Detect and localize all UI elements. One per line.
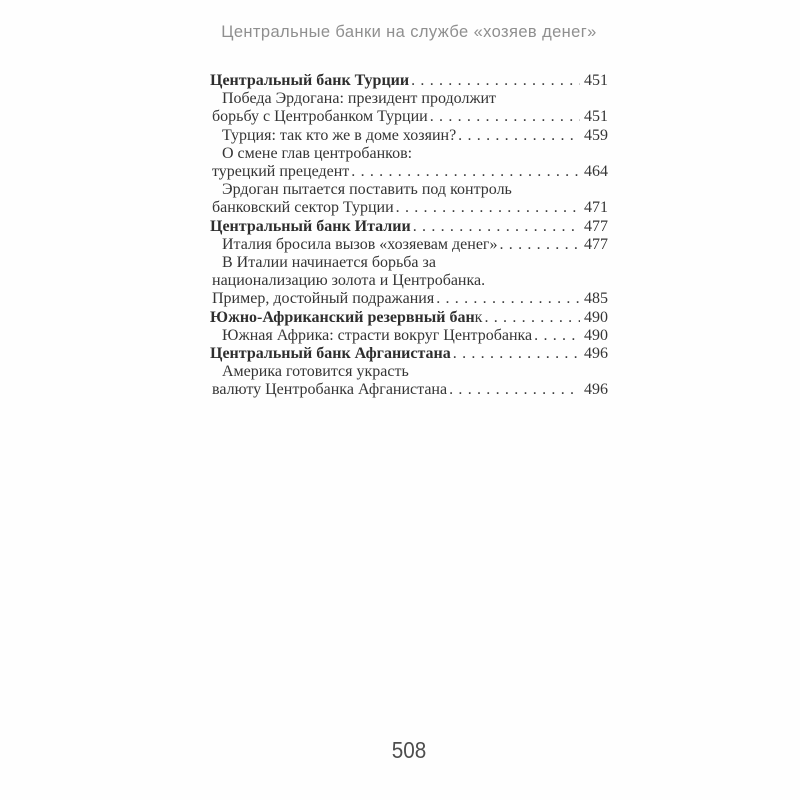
toc-entry-title: Пример, достойный подражания <box>212 290 435 308</box>
toc-entry-line <box>210 272 608 290</box>
dot-leader <box>453 345 580 363</box>
toc-entry-title: Италия бросила вызов «хозяевам денег» <box>222 235 498 253</box>
toc-entry-line <box>210 145 608 163</box>
dot-leader <box>396 199 580 217</box>
toc-section-heading <box>210 72 608 90</box>
dot-leader <box>534 327 580 345</box>
toc-entry-line <box>210 163 608 181</box>
toc-entry-title: Южная Африка: страсти вокруг Центробанка <box>222 326 533 344</box>
toc-entry-page-number: 485 <box>584 290 608 308</box>
toc-entry-page-number: 477 <box>584 235 608 253</box>
dot-leader <box>351 163 580 181</box>
toc-entry-title: турецкий прецедент <box>212 163 350 181</box>
dot-leader <box>413 218 580 236</box>
toc-entry-title: Южно-Африканский резервный банк <box>210 308 483 326</box>
toc-entry-page-number: 451 <box>584 108 608 126</box>
toc-entry-title: борьбу с Центробанком Турции <box>212 108 428 126</box>
toc-entry-line <box>210 90 608 108</box>
toc-entry-page-number: 490 <box>584 326 608 344</box>
toc-entry-title-tail: к <box>474 308 483 326</box>
toc-entry-line <box>210 381 608 399</box>
toc-entry-title: Эрдоган пытается поставить под контроль <box>222 181 512 199</box>
toc-entry-title: О смене глав центробанков: <box>222 144 413 162</box>
dot-leader <box>430 108 580 126</box>
dot-leader <box>411 72 580 90</box>
toc-entry-page-number: 451 <box>584 72 608 89</box>
toc-entry-line <box>210 108 608 126</box>
dot-leader <box>458 127 580 145</box>
dot-leader <box>484 309 580 327</box>
toc-entry-title: Центральный банк Афганистана <box>210 345 451 363</box>
dot-leader <box>436 290 580 308</box>
toc-entry-title: Центральный банк Италии <box>210 217 411 235</box>
toc-section-heading <box>210 345 608 363</box>
toc-entry-line <box>210 290 608 308</box>
dot-leader <box>449 381 580 399</box>
toc-entry-line <box>210 127 608 145</box>
toc-entry-line <box>210 199 608 217</box>
page-number-footer: 508 <box>391 737 427 763</box>
toc-entry-page-number: 496 <box>584 381 608 399</box>
toc-entry-title: Центральный банк Турции <box>210 72 410 89</box>
toc-entry-line <box>210 363 608 381</box>
toc-entry-title: Америка готовится украсть <box>222 363 409 381</box>
toc-entry-page-number: 490 <box>584 308 608 326</box>
toc-entry-title: В Италии начинается борьба за <box>222 254 436 272</box>
toc-entry-line <box>210 254 608 272</box>
toc-entry-title: Турция: так кто же в доме хозяин? <box>222 126 457 144</box>
toc-section-heading <box>210 218 608 236</box>
toc-entry-title: Победа Эрдогана: президент продолжит <box>222 90 497 108</box>
toc-section-heading <box>210 309 608 327</box>
toc-entry-page-number: 496 <box>584 345 608 363</box>
toc-entry-page-number: 471 <box>584 199 608 217</box>
toc-entry-line <box>210 236 608 254</box>
toc-entry-page-number: 464 <box>584 163 608 181</box>
toc-entry-page-number: 459 <box>584 126 608 144</box>
toc-entry-title: банковский сектор Турции <box>212 199 394 217</box>
dot-leader <box>499 236 580 254</box>
table-of-contents <box>210 72 608 400</box>
toc-entry-page-number: 477 <box>584 217 608 235</box>
toc-entry-line <box>210 327 608 345</box>
toc-entry-line <box>210 181 608 199</box>
toc-entry-title: национализацию золота и Центробанка. <box>212 272 486 290</box>
toc-entry-title: валюту Центробанка Афганистана <box>212 381 448 399</box>
running-header: Центральные банки на службе «хозяев денег» <box>221 23 597 41</box>
